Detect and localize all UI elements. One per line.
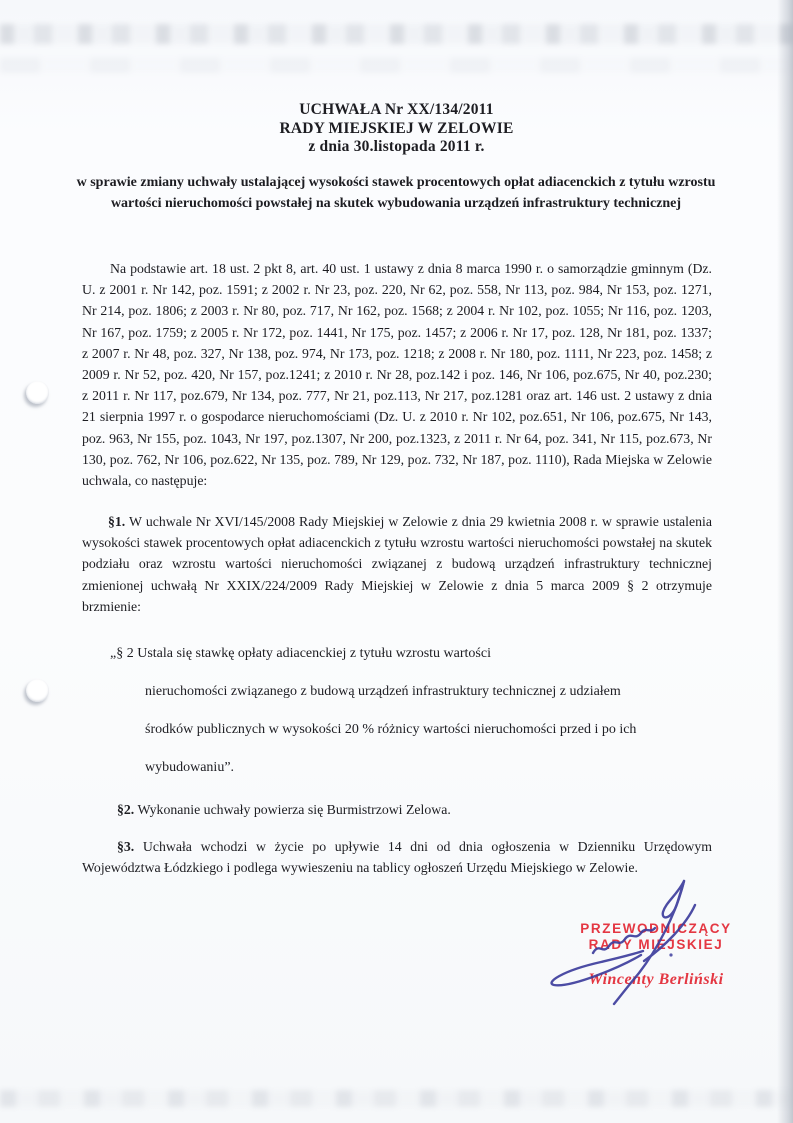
section-1-paragraph — [82, 511, 712, 617]
title-line-number: UCHWAŁA Nr XX/134/2011 — [299, 101, 494, 118]
preamble-paragraph: Na podstawie art. 18 ust. 2 pkt 8, art. 40 ust. 1 ustawy z dnia 8 marca 1990 r. o samorządzie gminnym (Dz. U. z 2001 r. Nr 142, poz. 1591; z 2002 r. Nr 23, poz. 220, Nr 62, poz. 558, Nr 113, poz. 984, Nr 153, poz. 1271, Nr 214, poz. 1806; z 2003 r. Nr 80, poz. 717, Nr 162, poz. 1568; z 2004 r. Nr 102, poz. 1055; Nr 116, poz. 1203, Nr 167, poz. 1759; z 2005 r. Nr 172, poz. 1441, Nr 175, poz. 1457; z 2006 r. Nr 17, poz. 128, Nr 181, poz. 1337; z 2007 r. Nr 48, poz. 327, Nr 138, poz. 974, Nr 173, poz. 1218; z 2008 r. Nr 180, poz. 1111, Nr 223, poz. 1458; z 2009 r. Nr 52, poz. 420, Nr 157, poz.1241; z 2010 r. Nr 28, poz.142 i poz. 146, Nr 106, poz.675, Nr 40, poz.230; z 2011 r. Nr 117, poz.679, Nr 134, poz. 777, Nr 21, poz.113, Nr 217, poz.1281 oraz art. 146 ust. 2 ustawy z dnia 21 sierpnia 1997 r. o gospodarce nieruchomościami (Dz. U. z 2010 r. Nr 102, poz.651, Nr 106, poz.675, Nr 143, poz. 963, Nr 155, poz. 1043, Nr 197, poz.1307, Nr 200, poz.1323, z 2011 r. Nr 64, poz. 341, Nr 115, poz.673, Nr 130, poz. 762, Nr 106, poz.622, Nr 135, poz. 789, Nr 129, poz. 732, Nr 187, poz. 1110), Rada Miejska w Zelowie uchwala, co następuje: — [82, 261, 712, 489]
section-2-paragraph — [82, 799, 712, 820]
title-line-date: z dnia 30.listopada 2011 r. — [308, 138, 485, 155]
quote-line-4: wybudowaniu”. — [145, 760, 235, 775]
page-edge-shadow — [777, 0, 793, 1123]
quote-line-3: środków publicznych w wysokości 20 % różnicy wartości nieruchomości przed i po ich — [145, 722, 637, 737]
stamp-title-line-2: RADY MIEJSKIEJ — [588, 937, 724, 952]
stamp-signer-name: Wincenty Berliński — [588, 971, 724, 988]
section-1-text: W uchwale Nr XVI/145/2008 Rady Miejskiej w Zelowie z dnia 29 kwietnia 2008 r. w sprawie ustalenia wysokości stawek procentowych opłat adiacenckich z tytułu wzrostu wartości nieruchomości powstałej na skutek podziału oraz wzrostu wartości nieruchomości związanej z budową urządzeń infrastruktury technicznej zmienionej uchwałą Nr XXIX/224/2009 Rady Miejskiej w Zelowie z dnia 5 marca 2009 § 2 otrzymuje brzmienie: — [82, 514, 712, 614]
title-line-authority: RADY MIEJSKIEJ W ZELOWIE — [279, 119, 514, 137]
section-1-label: §1. — [108, 514, 126, 529]
quoted-provision — [110, 643, 695, 795]
section-3-paragraph — [82, 836, 712, 878]
signature-block — [543, 875, 769, 1020]
bleedthrough-band-bottom — [0, 1090, 793, 1107]
document-subject: w sprawie zmiany uchwały ustalającej wysokości stawek procentowych opłat adiacenckich z tytułu wzrostu wartości nieruchomości powstałej na skutek wybudowania urządzeń infrastruktury technicznej — [76, 175, 716, 211]
bleedthrough-band-top — [0, 24, 793, 44]
document-title — [0, 101, 793, 157]
stamp-title-line-1: PRZEWODNICZĄCY — [580, 921, 732, 936]
section-2-text: Wykonanie uchwały powierza się Burmistrzowi Zelowa. — [134, 802, 451, 817]
quote-line-1: „§ 2 Ustala się stawkę opłaty adiacenckiej z tytułu wzrostu wartości — [110, 646, 491, 661]
chairman-stamp — [543, 921, 769, 989]
punch-hole-bottom — [26, 679, 49, 702]
section-3-text: Uchwała wchodzi w życie po upływie 14 dni od dnia ogłoszenia w Dzienniku Urzędowym Województwa Łódzkiego i podlega wywieszeniu na tablicy ogłoszeń Urzędu Miejskiego w Zelowie. — [82, 839, 712, 876]
punch-hole-top — [26, 381, 49, 404]
quote-line-2: nieruchomości związanego z budową urządzeń infrastruktury technicznej z udziałem — [145, 684, 621, 699]
section-2-label: §2. — [117, 802, 135, 817]
bleedthrough-band-top-faint — [0, 58, 793, 73]
section-3-label: §3. — [117, 839, 135, 854]
